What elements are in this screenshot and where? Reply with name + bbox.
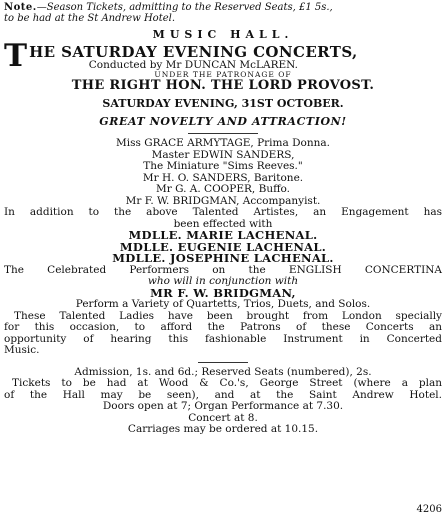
artiste-line: Mr H. O. SANDERS, Baritone. bbox=[142, 171, 304, 184]
admission-details bbox=[4, 367, 442, 436]
performer-name: MDLLE. MARIE LACHENAL. bbox=[128, 228, 318, 242]
admission-line: Carriages may be ordered at 10.15. bbox=[127, 423, 319, 435]
admission-line: Concert at 8. bbox=[188, 411, 258, 424]
concertina-line-1: The Celebrated Performers on the ENGLISH CONCERTINA bbox=[4, 263, 442, 276]
advert-reference-number: 4206 bbox=[416, 504, 442, 515]
artiste-line: The Miniature "Sims Reeves." bbox=[143, 160, 303, 172]
season-ticket-note bbox=[4, 2, 442, 13]
artistes-list bbox=[4, 138, 442, 207]
note-line-1: —Season Tickets, admitting to the Reserved Seats, £1 5s., bbox=[36, 2, 333, 13]
performer-name: MDLLE. EUGENIE LACHENAL. bbox=[119, 239, 327, 254]
artiste-line: Miss GRACE ARMYTAGE, Prima Donna. bbox=[116, 137, 330, 149]
concertina-line-4: Perform a Variety of Quartetts, Trios, Duets, and Solos. bbox=[75, 298, 371, 310]
venue-heading: MUSIC HALL. bbox=[152, 28, 294, 41]
paragraph-line: for this occasion, to afford the Patrons of these Concerts an bbox=[4, 321, 442, 333]
admission-line: of the Hall may be seen), and at the Saint Andrew Hotel. bbox=[4, 388, 442, 401]
artiste-line: Master EDWIN SANDERS, bbox=[151, 148, 295, 161]
novelty-banner: GREAT NOVELTY AND ATTRACTION! bbox=[99, 115, 347, 128]
engagement-line-2: been effected with bbox=[173, 217, 273, 230]
divider bbox=[198, 362, 248, 363]
admission-line: Tickets to be had at Wood & Co.'s, George Street (where a plan bbox=[12, 377, 442, 389]
lachenal-performers bbox=[4, 230, 442, 265]
divider bbox=[188, 133, 258, 134]
concertina-line-2: who will in conjunction with bbox=[147, 275, 299, 287]
description-paragraph bbox=[4, 311, 442, 357]
title-drop-cap: T bbox=[4, 38, 28, 74]
performer-name: MDLLE. JOSEPHINE LACHENAL. bbox=[112, 251, 334, 265]
note-lead: Note. bbox=[4, 2, 37, 13]
paragraph-line: These Talented Ladies have been brought from London specially bbox=[14, 309, 442, 322]
engagement-line-1: In addition to the above Talented Artistes, an Engagement has bbox=[4, 206, 442, 218]
title-text: HE SATURDAY EVENING CONCERTS, bbox=[29, 43, 358, 61]
paragraph-line: opportunity of hearing this fashionable Instrument in Concerted bbox=[4, 332, 442, 345]
admission-line: Doors open at 7; Organ Performance at 7.30. bbox=[102, 400, 344, 412]
patron-line: THE RIGHT HON. THE LORD PROVOST. bbox=[71, 78, 375, 93]
paragraph-line: Music. bbox=[4, 344, 40, 356]
conductor-line: Conducted by Mr DUNCAN McLAREN. bbox=[88, 59, 299, 71]
artiste-line: Mr F. W. BRIDGMAN, Accompanyist. bbox=[125, 194, 321, 207]
admission-line: Admission, 1s. and 6d.; Reserved Seats (numbered), 2s. bbox=[74, 365, 372, 378]
concert-title bbox=[4, 38, 442, 74]
patronage-line: UNDER THE PATRONAGE OF bbox=[154, 70, 292, 79]
concert-date: SATURDAY EVENING, 31ST OCTOBER. bbox=[102, 97, 344, 110]
note-line-2: to be had at the St Andrew Hotel. bbox=[4, 13, 176, 24]
concertina-line-3: MR F. W. BRIDGMAN, bbox=[150, 285, 296, 300]
artiste-line: Mr G. A. COOPER, Buffo. bbox=[155, 183, 291, 195]
